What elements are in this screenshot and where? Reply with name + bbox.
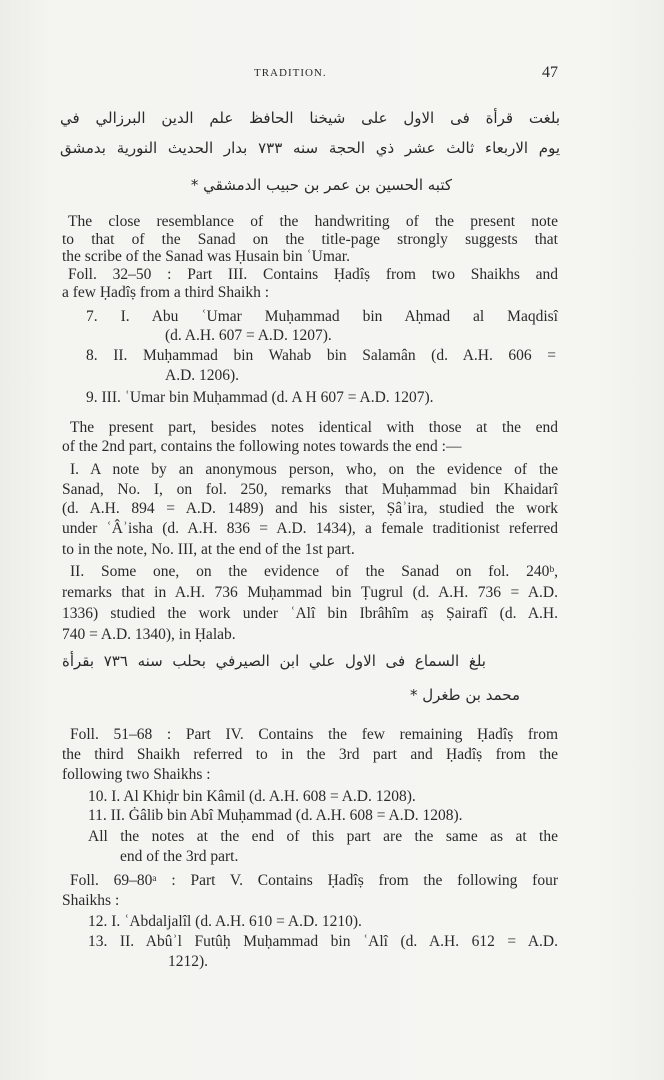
text-line: the scribe of the Sanad was Ḥusain bin ʿUmar. — [62, 248, 350, 265]
text-line: A.D. 1206). — [165, 367, 240, 384]
text-line: I. A note by an anonymous person, who, on the evidence of the — [70, 461, 558, 478]
text-line: Foll. 69–80ᵃ : Part V. Contains Ḥadîṣ from the following four — [70, 872, 558, 889]
text-line: of the 2nd part, contains the following notes towards the end :— — [62, 438, 462, 455]
text-line: a few Ḥadîṣ from a third Shaikh : — [62, 284, 270, 301]
text-line: to in the note, No. III, at the end of the 1st part. — [62, 541, 355, 558]
text-line: 11. II. Ġâlib bin Abî Muḥammad (d. A.H. 608 = A.D. 1208). — [88, 807, 463, 824]
text-line: Foll. 51–68 : Part IV. Contains the few remaining Ḥadîṣ from — [70, 726, 558, 743]
arabic-text-line: بلغت قرأة فى الاول على شيخنا الحافظ علم الدين البرزالي في — [60, 109, 560, 127]
text-line: 10. I. Al Khiḍr bin Kâmil (d. A.H. 608 = A.D. 1208). — [88, 788, 416, 805]
text-line: 7. I. Abu ʿUmar Muḥammad bin Aḥmad al Maqdisî — [86, 308, 558, 325]
text-line: 1212). — [168, 953, 209, 970]
arabic-text-line: محمد بن طغرل * — [409, 686, 520, 704]
text-line: The present part, besides notes identical with those at the end — [70, 419, 558, 436]
text-line: end of the 3rd part. — [120, 848, 239, 865]
text-line: 1336) studied the work under ʿAlî bin Ibrâhîm aṣ Ṣairafî (d. A.H. — [62, 605, 558, 622]
text-line: All the notes at the end of this part are the same as at the — [88, 828, 558, 845]
text-line: to that of the Sanad on the title-page strongly suggests that — [62, 231, 558, 248]
text-line: 13. II. Abûʾl Futûḥ Muḥammad bin ʿAlî (d. A.H. 612 = A.D. — [88, 933, 558, 950]
text-line: (d. A.H. 607 = A.D. 1207). — [165, 327, 332, 344]
arabic-text-line: كتبه الحسين بن عمر بن حبيب الدمشقي * — [190, 176, 452, 194]
text-line: the third Shaikh referred to in the 3rd part and Ḥadîṣ from the — [62, 746, 558, 763]
text-line: 12. I. ʿAbdaljalîl (d. A.H. 610 = A.D. 1210). — [88, 913, 362, 930]
arabic-text-line: بلغ السماع فى الاول علي ابن الصيرفي بحلب سنه ٧٣٦ بقرأة — [62, 652, 486, 670]
text-line: Sanad, No. I, on fol. 250, remarks that Muḥammad bin Khaidarî — [62, 481, 558, 498]
text-line: 740 = A.D. 1340), in Ḥalab. — [62, 626, 236, 643]
text-line: under ʿÂʾisha (d. A.H. 836 = A.D. 1434), a female traditionist referred — [62, 520, 558, 537]
text-line: remarks that in A.H. 736 Muḥammad bin Ṭugrul (d. A.H. 736 = A.D. — [62, 584, 558, 601]
text-line: The close resemblance of the handwriting of the present note — [68, 213, 558, 230]
running-title: TRADITION. — [254, 67, 327, 79]
arabic-text-line: يوم الاربعاء ثالث عشر ذي الحجة سنه ٧٣٣ بدار الحديث النورية بدمشق — [60, 139, 560, 157]
text-line: 8. II. Muḥammad bin Wahab bin Salamân (d. A.H. 606 = — [86, 347, 556, 364]
page-number: 47 — [542, 64, 558, 81]
text-line: following two Shaikhs : — [62, 766, 211, 783]
text-line: Foll. 32–50 : Part III. Contains Ḥadîṣ from two Shaikhs and — [68, 266, 558, 283]
text-line: 9. III. ʿUmar bin Muḥammad (d. A H 607 = A.D. 1207). — [86, 389, 434, 406]
text-line: Shaikhs : — [62, 892, 120, 909]
text-line: (d. A.H. 894 = A.D. 1489) and his sister, Ṣâʾira, studied the work — [62, 500, 558, 517]
text-line: II. Some one, on the evidence of the Sanad on fol. 240ᵇ, — [70, 563, 558, 580]
